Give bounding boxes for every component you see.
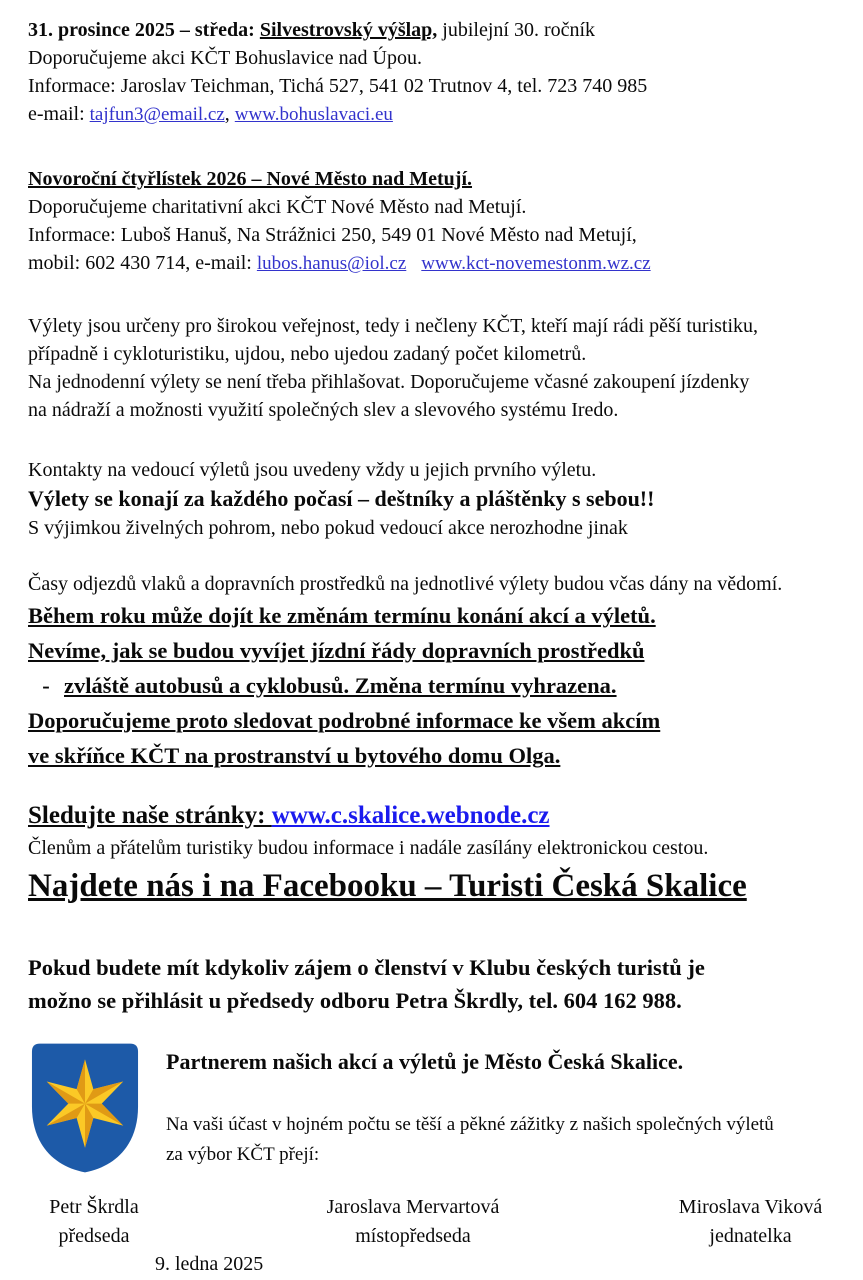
membership-line: Pokud budete mít kdykoliv zájem o členství v Klubu českých turistů je [28, 955, 705, 980]
partner-text [166, 1041, 774, 1175]
event2-web-link[interactable]: www.kct-novemestonm.wz.cz [421, 253, 651, 274]
event1-title-suffix: jubilejní 30. ročník [437, 19, 596, 41]
notice-line-1: Během roku může dojít ke změnám termínu konání akcí a výletů. [28, 603, 656, 628]
link-gap [406, 252, 421, 274]
signature-block [28, 1193, 851, 1251]
event1-email-line [28, 100, 851, 129]
event1-title: Silvestrovský výšlap, [259, 19, 438, 41]
facebook-heading: Najdete nás i na Facebooku – Turisti Česká Skalice [28, 868, 747, 904]
signature-role: předseda [58, 1225, 130, 1247]
event1-email-link[interactable]: tajfun3@email.cz [89, 104, 225, 125]
membership-paragraph [28, 951, 851, 1017]
website-line [28, 799, 851, 833]
email-label: e-mail: [28, 103, 90, 125]
weather-exception-line: S výjimkou živelných pohrom, nebo pokud vedoucí akce nerozhodne jinak [28, 517, 628, 539]
event1-web-link[interactable]: www.bohuslavaci.eu [234, 104, 393, 125]
ceska-skalice-coat-of-arms-icon [30, 1041, 140, 1175]
event1-date: 31. prosince 2025 – středa: [28, 19, 260, 41]
signature-role: jednatelka [709, 1225, 792, 1247]
event2-contact-line: Informace: Luboš Hanuš, Na Strážnici 250, 549 01 Nové Město nad Metují, [28, 224, 637, 246]
event-novorocni-ctyrlistek [28, 165, 851, 278]
notice-line-4: Doporučujeme proto sledovat podrobné informace ke všem akcím [28, 708, 661, 733]
event1-contact-line: Informace: Jaroslav Teichman, Tichá 527, 541 02 Trutnov 4, tel. 723 740 985 [28, 75, 648, 97]
dash-bullet: - [42, 673, 50, 698]
event2-title-line [28, 165, 851, 193]
schedule-notice [28, 570, 851, 773]
intro-line: Výlety jsou určeny pro širokou veřejnost, tedy i nečleny KČT, kteří mají rádi pěší turistiku, [28, 315, 759, 337]
weather-notice: Výlety se konají za každého počasí – deštníky a pláštěnky s sebou!! [28, 486, 655, 511]
partner-section [28, 1041, 851, 1175]
event1-recommend-line: Doporučujeme akci KČT Bohuslavice nad Úpou. [28, 47, 422, 69]
link-separator: , [224, 103, 235, 125]
signature-secretary [658, 1193, 843, 1251]
web-section [28, 799, 851, 909]
event-silvestrovsky-vyslap [28, 16, 851, 129]
signature-name: Petr Škrdla [49, 1196, 139, 1218]
intro-paragraph [28, 312, 851, 424]
notice-line-2: Nevíme, jak se budou vyvíjet jízdní řády dopravních prostředků [28, 638, 645, 663]
signature-name: Miroslava Viková [678, 1196, 823, 1218]
document-date: 9. ledna 2025 [155, 1253, 264, 1275]
notice-line-3: - zvláště autobusů a cyklobusů. Změna termínu vyhrazena. [28, 668, 851, 703]
intro-line: Na jednodenní výlety se není třeba přihlašovat. Doporučujeme včasné zakoupení jízdenky [28, 371, 750, 393]
intro-line: případně i cykloturistiku, ujdou, nebo ujedou zadaný počet kilometrů. [28, 343, 587, 365]
partner-title: Partnerem našich akcí a výletů je Město Česká Skalice. [166, 1049, 684, 1074]
event2-email-link[interactable]: lubos.hanus@iol.cz [256, 253, 407, 274]
event1-title-line [28, 16, 851, 44]
membership-line: možno se přihlásit u předsedy odboru Petra Škrdly, tel. 604 162 988. [28, 988, 682, 1013]
notice-line-5: ve skříňce KČT na prostranství u bytového domu Olga. [28, 743, 561, 768]
event2-email-line [28, 249, 851, 278]
contacts-paragraph [28, 456, 851, 542]
club-website-link[interactable]: www.c.skalice.webnode.cz [271, 802, 550, 829]
closing-text: Na vaši účast v hojném počtu se těší a pěkné zážitky z našich společných výletů za výbor KČT přejí: [166, 1114, 774, 1165]
departure-times-line: Časy odjezdů vlaků a dopravních prostředků na jednotlivé výlety budou včas dány na vědomí. [28, 573, 783, 595]
website-label: Sledujte naše stránky: [28, 802, 272, 829]
mobile-email-label: mobil: 602 430 714, e-mail: [28, 252, 257, 274]
signature-name: Jaroslava Mervartová [326, 1196, 500, 1218]
signature-vice-chairman [313, 1193, 513, 1251]
intro-line: na nádraží a možnosti využití společných slev a slevového systému Iredo. [28, 399, 619, 421]
email-distribution-note: Členům a přátelům turistiky budou informace i nadále zasílány elektronickou cestou. [28, 837, 709, 859]
event2-recommend-line: Doporučujeme charitativní akci KČT Nové Město nad Metují. [28, 196, 527, 218]
contacts-line: Kontakty na vedoucí výletů jsou uvedeny vždy u jejich prvního výletu. [28, 459, 597, 481]
signature-chairman [24, 1193, 164, 1251]
signature-role: místopředseda [355, 1225, 471, 1247]
event2-title: Novoroční čtyřlístek 2026 – Nové Město nad Metují. [28, 168, 473, 190]
